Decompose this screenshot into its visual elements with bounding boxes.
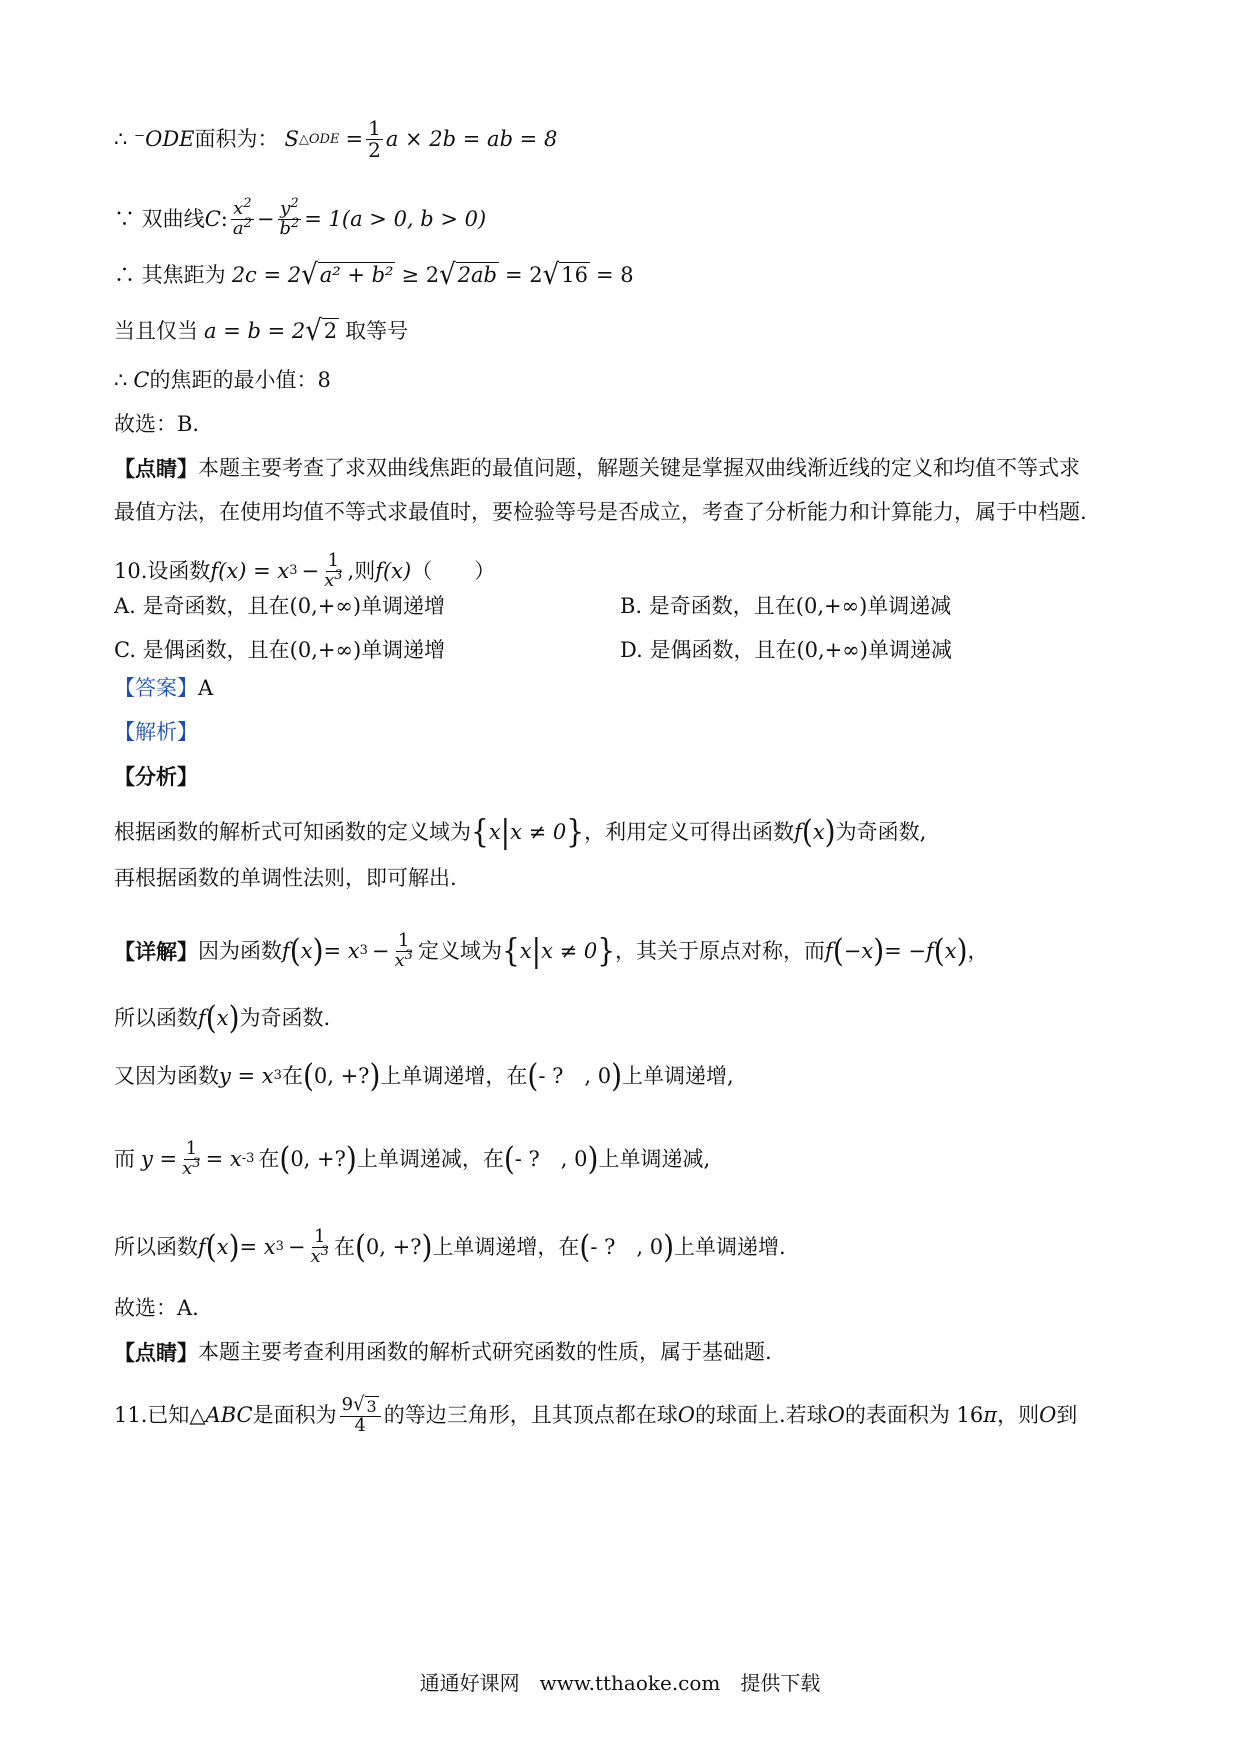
text: ，其关于原点对称，而	[615, 938, 826, 963]
sqrt: √ 2ab	[439, 258, 497, 292]
math: = −f	[884, 938, 934, 963]
text: 取等号	[345, 318, 409, 343]
math: x	[519, 938, 532, 963]
text: 面积为：	[194, 127, 279, 151]
detail-line-3: 又因为函数 y = x 3 在 ( 0, +? ) 上单调递增，在 ( - ? , 0 ) 上单调递增,	[114, 1056, 734, 1095]
colon: :	[220, 206, 228, 231]
math: f	[794, 819, 802, 844]
page-footer: 通通好课网 www.tthaoke.com 提供下载	[419, 1671, 821, 1695]
tag-fenxi: 【分析】	[114, 764, 198, 789]
math: O	[827, 1403, 845, 1428]
math: O	[677, 1403, 695, 1428]
text: ，则	[997, 1403, 1040, 1428]
math: x	[944, 938, 957, 963]
line-equality-condition	[114, 314, 409, 348]
text: ，	[967, 938, 989, 963]
math-eq: =	[345, 127, 364, 151]
text: 本题主要考查了求双曲线焦距的最值问题，解题关键是掌握双曲线渐近线的定义和均值不等式求	[198, 456, 1080, 480]
value: 8	[317, 368, 331, 392]
text: 的等边三角形，且其顶点都在球	[383, 1403, 678, 1428]
minus: −	[301, 558, 320, 583]
text: 为奇函数.	[239, 1005, 331, 1030]
option-d: D. 是偶函数，且在(0,+∞)单调递减	[620, 638, 952, 662]
text: 为奇函数,	[835, 819, 927, 844]
minus: −	[371, 938, 390, 963]
text: 当且仅当	[114, 318, 198, 343]
text: ,则	[347, 558, 376, 583]
interval: 0, +?	[365, 1234, 422, 1259]
text: 所以函数	[114, 1005, 198, 1030]
text: 的焦距的最小值：	[149, 368, 318, 392]
detail-line-1: 【详解】 因为函数 f ( x ) = x 3 − $\frac{1}{x^3}$ 定义域为 { x | x ≠ 0 } ，其关于原点对称，而 f ( −x ) = −f ( x ) ，	[114, 930, 989, 971]
math: f(x)	[375, 558, 412, 583]
fraction: $\frac{1}{x^3}$	[394, 930, 413, 971]
answer-value: A	[198, 676, 214, 700]
interval: - ? , 0	[514, 1146, 588, 1171]
math-expression: = 1(a > 0, b > 0)	[304, 206, 487, 231]
tag-dianjing: 【点睛】	[114, 1340, 198, 1365]
text: ∴	[114, 368, 128, 392]
text: 到	[1056, 1403, 1078, 1428]
math: f	[198, 1005, 206, 1030]
question-10: 10.设函数 f(x) = x 3 − $\frac{1}{x^3}$ ,则 f(x) （ ）	[114, 550, 496, 591]
line-min-focal	[114, 370, 331, 391]
math-c: C	[133, 368, 150, 392]
tag-answer: 【答案】	[114, 676, 198, 700]
text: 在	[333, 1234, 355, 1259]
fraction-x2-a2: $\frac{x^2}{a^2}$	[232, 195, 252, 239]
option-b: B. 是奇函数，且在(0,+∞)单调递减	[620, 594, 952, 618]
detail-line-5: 所以函数 f ( x ) = x 3 − $\frac{1}{x^3}$ 在 ( 0, +? ) 上单调递增，在 ( - ? , 0 ) 上单调递增.	[114, 1226, 786, 1267]
math-ode: ODE	[145, 127, 195, 151]
math: x ≠ 0	[510, 819, 567, 844]
text: 而	[114, 1146, 135, 1171]
text: ∴ 其焦距为	[114, 262, 226, 287]
tag-xiangjie: 【详解】	[114, 938, 198, 964]
text: ，利用定义可得出函数	[584, 819, 795, 844]
sqrt: √ 16	[542, 258, 588, 292]
text: 定义域为	[417, 938, 502, 963]
text: 所以函数	[114, 1234, 198, 1259]
question-11	[114, 1392, 1078, 1436]
text: 上单调递减，在	[356, 1146, 504, 1171]
interval: - ? , 0	[590, 1234, 664, 1259]
text: 的表面积为 16	[844, 1403, 984, 1428]
math-pi: π	[983, 1403, 998, 1428]
text: 的球面上.若球	[694, 1403, 828, 1428]
line-hyperbola	[114, 195, 487, 239]
answer-line	[114, 678, 213, 699]
math: f	[825, 938, 833, 963]
minus: −	[256, 206, 275, 231]
fraction: 9 √ 3 4	[340, 1396, 381, 1436]
line-dianjing-3	[114, 1342, 772, 1363]
math: x	[216, 1234, 229, 1259]
math: x	[300, 938, 313, 963]
text: 因为函数	[198, 938, 282, 963]
math: f	[282, 938, 290, 963]
text: 11.已知△	[114, 1403, 206, 1428]
math: x	[812, 819, 825, 844]
math: O	[1039, 1403, 1057, 1428]
text: 在	[258, 1146, 280, 1171]
math: f(x) = x	[210, 558, 290, 583]
detail-line-4: 而 y = $\frac{1}{x^3}$ = x -3 在 ( 0, +? ) 上单调递减，在 ( - ? , 0 ) 上单调递减,	[114, 1138, 711, 1179]
math: −x	[843, 938, 874, 963]
sqrt: √ 2	[305, 314, 338, 348]
math: = x	[323, 938, 360, 963]
line-area-ode: ∴ ⁻ ODE 面积为： S △ODE = $\frac{1}{2}$ a × 2b = ab = 8	[114, 116, 558, 162]
text: ∵ 双曲线	[114, 206, 205, 231]
line-dianjing-2: 最值方法，在使用均值不等式求最值时，要检验等号是否成立，考查了分析能力和计算能力，属于中档题.	[114, 500, 1087, 524]
line-dianjing-1	[114, 458, 1080, 479]
math: = x	[205, 1146, 242, 1171]
math: 2c = 2	[231, 262, 302, 287]
math: = 8	[595, 262, 634, 287]
math: y =	[141, 1146, 178, 1171]
line-choice-b: 故选：B.	[114, 412, 200, 436]
answer-blank: （ ）	[411, 558, 496, 583]
line-choice-a: 故选：A.	[114, 1296, 199, 1320]
text: 在	[281, 1063, 303, 1088]
math: a = b = 2	[204, 318, 306, 343]
math: = x	[239, 1234, 276, 1259]
sqrt: √ a² + b²	[301, 258, 394, 292]
option-c: C. 是偶函数，且在(0,+∞)单调递增	[114, 638, 446, 662]
math: ≥ 2	[401, 262, 440, 287]
text: 10.设函数	[114, 558, 211, 583]
text: 本题主要考查利用函数的解析式研究函数的性质，属于基础题.	[198, 1340, 772, 1364]
math: f	[198, 1234, 206, 1259]
math: y = x	[219, 1063, 274, 1088]
text: 上单调递增，在	[432, 1234, 580, 1259]
fraction: $\frac{1}{2}$	[368, 116, 381, 162]
math-c: C	[204, 206, 221, 231]
text: 上单调递减,	[598, 1146, 711, 1171]
line-focal-distance	[114, 258, 634, 292]
text: 上单调递增，在	[380, 1063, 528, 1088]
math: x ≠ 0	[541, 938, 598, 963]
analysis-line-2: 再根据函数的单调性法则，即可解出.	[114, 866, 457, 890]
math: ABC	[205, 1403, 253, 1428]
text: 上单调递增,	[622, 1063, 734, 1088]
text: 上单调递增.	[674, 1234, 786, 1259]
option-a: A. 是奇函数，且在(0,+∞)单调递增	[114, 594, 446, 618]
math-expression: a × 2b = ab = 8	[385, 127, 558, 151]
interval: 0, +?	[313, 1063, 370, 1088]
tag-jiexi: 【解析】	[114, 720, 198, 744]
text: 又因为函数	[114, 1063, 219, 1088]
fraction: $\frac{1}{x^3}$	[324, 550, 343, 591]
math: x	[488, 819, 501, 844]
minus: −	[287, 1234, 306, 1259]
fraction-y2-b2: $\frac{y^2}{b^2}$	[279, 195, 300, 239]
text: 根据函数的解析式可知函数的定义域为	[114, 819, 471, 844]
detail-line-2: 所以函数 f ( x ) 为奇函数.	[114, 998, 331, 1037]
interval: - ? , 0	[538, 1063, 612, 1088]
text: ∴ ⁻	[114, 127, 146, 151]
text: 是面积为	[252, 1403, 337, 1428]
fraction: $\frac{1}{x^3}$	[310, 1226, 329, 1267]
fraction: $\frac{1}{x^3}$	[182, 1138, 201, 1179]
math-s: S	[284, 127, 299, 151]
tag-dianjing: 【点睛】	[114, 456, 198, 481]
interval: 0, +?	[290, 1146, 346, 1171]
math: x	[216, 1005, 229, 1030]
math: = 2	[505, 262, 543, 287]
analysis-line-1: 根据函数的解析式可知函数的定义域为 { x | x ≠ 0 } ，利用定义可得出函数 f ( x ) 为奇函数,	[114, 812, 927, 851]
